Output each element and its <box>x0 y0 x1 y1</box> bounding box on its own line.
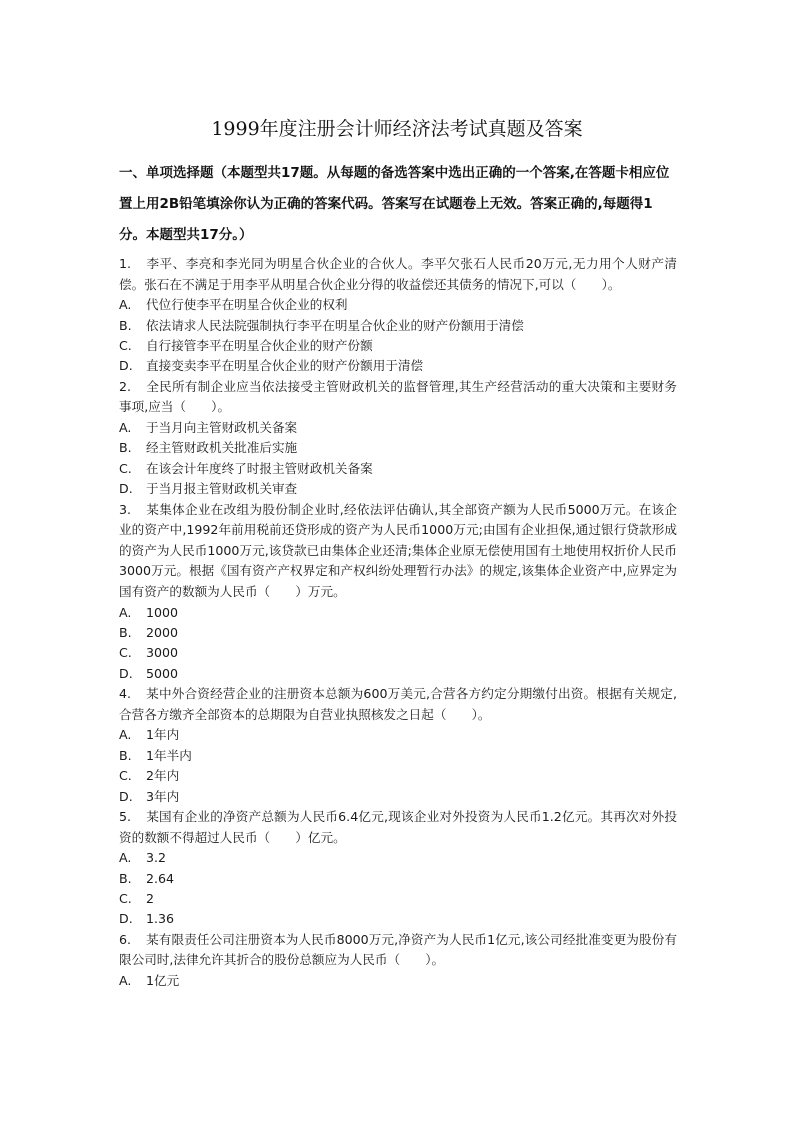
option-letter: B. <box>119 317 132 333</box>
answer-option <box>119 869 677 889</box>
question <box>119 684 677 725</box>
option-letter: D. <box>119 665 133 681</box>
section-heading: 一、单项选择题（本题型共17题。从每题的备选答案中选出正确的一个答案,在答题卡相应位置上用2B铅笔填涂你认为正确的答案代码。答案写在试题卷上无效。答案正确的,每题得1分。本题型共17分。） <box>119 165 670 243</box>
option-letter: C. <box>119 645 132 661</box>
question-text: 李平、李亮和李光同为明星合伙企业的合伙人。李平欠张石人民币20万元,无力用个人财产清偿。张石在不满足于用李平从明星合伙企业分得的收益偿还其债务的情况下,可以（ ）。 <box>119 256 677 292</box>
option-text: 经主管财政机关批准后实施 <box>146 440 298 456</box>
option-text: 3000 <box>146 645 179 661</box>
answer-option <box>119 643 677 663</box>
question-number: 5. <box>119 809 132 825</box>
option-letter: C. <box>119 891 132 907</box>
option-text: 依法请求人民法院强制执行李平在明星合伙企业的财产份额用于清偿 <box>146 317 524 333</box>
option-text: 1年内 <box>146 727 180 743</box>
option-text: 2年内 <box>146 768 180 784</box>
question-number: 2. <box>119 378 132 394</box>
option-letter: C. <box>119 338 132 353</box>
question-text: 某有限责任公司注册资本为人民币8000万元,净资产为人民币1亿元,该公司经批准变更为股份有限公司时,法律允许其折合的股份总额应为人民币（ ）。 <box>119 931 677 968</box>
question-number: 3. <box>119 501 132 517</box>
question <box>119 930 677 971</box>
document-title: 1999年度注册会计师经济法考试真题及答案 <box>211 118 583 140</box>
question-list <box>119 254 677 991</box>
answer-option <box>119 603 677 623</box>
option-letter: D. <box>119 481 133 497</box>
option-text: 1年半内 <box>146 747 192 763</box>
option-letter: D. <box>119 911 133 927</box>
option-text: 在该会计年度终了时报主管财政机关备案 <box>146 460 373 476</box>
question-text: 某中外合资经营企业的注册资本总额为600万美元,合营各方约定分期缴付出资。根据有关规定,合营各方缴齐全部资本的总期限为自营业执照核发之日起（ ）。 <box>119 686 677 722</box>
question-text: 全民所有制企业应当依法接受主管财政机关的监督管理,其生产经营活动的重大决策和主要财务事项,应当（ ）。 <box>119 378 677 415</box>
answer-option <box>119 848 677 868</box>
answer-option <box>119 438 677 458</box>
answer-option <box>119 766 677 786</box>
answer-option <box>119 787 677 807</box>
answer-option <box>119 418 677 438</box>
option-letter: A. <box>119 973 132 989</box>
option-text: 代位行使李平在明星合伙企业的权利 <box>146 297 348 313</box>
option-text: 直接变卖李平在明星合伙企业的财产份额用于清偿 <box>146 358 424 374</box>
answer-option <box>119 316 677 336</box>
answer-option <box>119 459 677 479</box>
answer-option <box>119 623 677 643</box>
answer-option <box>119 295 677 315</box>
question <box>119 807 677 848</box>
answer-option <box>119 479 677 499</box>
option-text: 1.36 <box>146 911 175 927</box>
option-letter: B. <box>119 870 132 886</box>
question <box>119 500 677 603</box>
answer-option <box>119 356 677 376</box>
option-text: 3年内 <box>146 788 180 804</box>
option-letter: D. <box>119 788 133 804</box>
answer-option <box>119 336 677 356</box>
question-number: 4. <box>119 686 132 702</box>
question-number: 1. <box>119 256 132 271</box>
answer-option <box>119 971 677 991</box>
answer-option <box>119 664 677 684</box>
option-letter: A. <box>119 850 132 866</box>
option-text: 于当月报主管财政机关审查 <box>146 481 298 497</box>
option-letter: B. <box>119 747 132 763</box>
option-letter: A. <box>119 297 132 313</box>
question-text: 某集体企业在改组为股份制企业时,经依法评估确认,其全部资产额为人民币5000万元。在该企业的资产中,1992年前用税前还贷形成的资产为人民币1000万元;由国有企业担保,通过银行贷款形成的资产为人民币1000万元,该贷款已由集体企业还清;集体企业原无偿使用国有土地使用权折价人民币3000万元。根据《国有资产产权界定和产权纠纷处理暂行办法》的规定,该集体企业资产中,应界定为国有资产的数额为人民币（ ）万元。 <box>119 501 677 599</box>
question-number: 6. <box>119 931 132 947</box>
option-text: 3.2 <box>146 850 167 866</box>
option-text: 1000 <box>146 604 179 620</box>
option-letter: C. <box>119 460 132 476</box>
option-text: 自行接管李平在明星合伙企业的财产份额 <box>146 338 373 353</box>
answer-option <box>119 909 677 929</box>
option-text: 2000 <box>146 625 179 640</box>
option-letter: A. <box>119 420 132 435</box>
option-text: 2.64 <box>146 870 175 886</box>
option-letter: D. <box>119 358 133 374</box>
answer-option <box>119 725 677 745</box>
answer-option <box>119 746 677 766</box>
option-letter: C. <box>119 768 132 784</box>
option-text: 1亿元 <box>146 973 180 989</box>
option-letter: B. <box>119 440 132 456</box>
option-letter: A. <box>119 604 132 620</box>
option-text: 5000 <box>146 665 179 681</box>
option-letter: A. <box>119 727 132 743</box>
answer-option <box>119 889 677 909</box>
option-letter: B. <box>119 625 132 640</box>
option-text: 于当月向主管财政机关备案 <box>146 420 298 435</box>
option-text: 2 <box>146 891 155 907</box>
question <box>119 377 677 418</box>
question <box>119 254 677 295</box>
question-text: 某国有企业的净资产总额为人民币6.4亿元,现该企业对外投资为人民币1.2亿元。其再次对外投资的数额不得超过人民币（ ）亿元。 <box>119 809 677 845</box>
